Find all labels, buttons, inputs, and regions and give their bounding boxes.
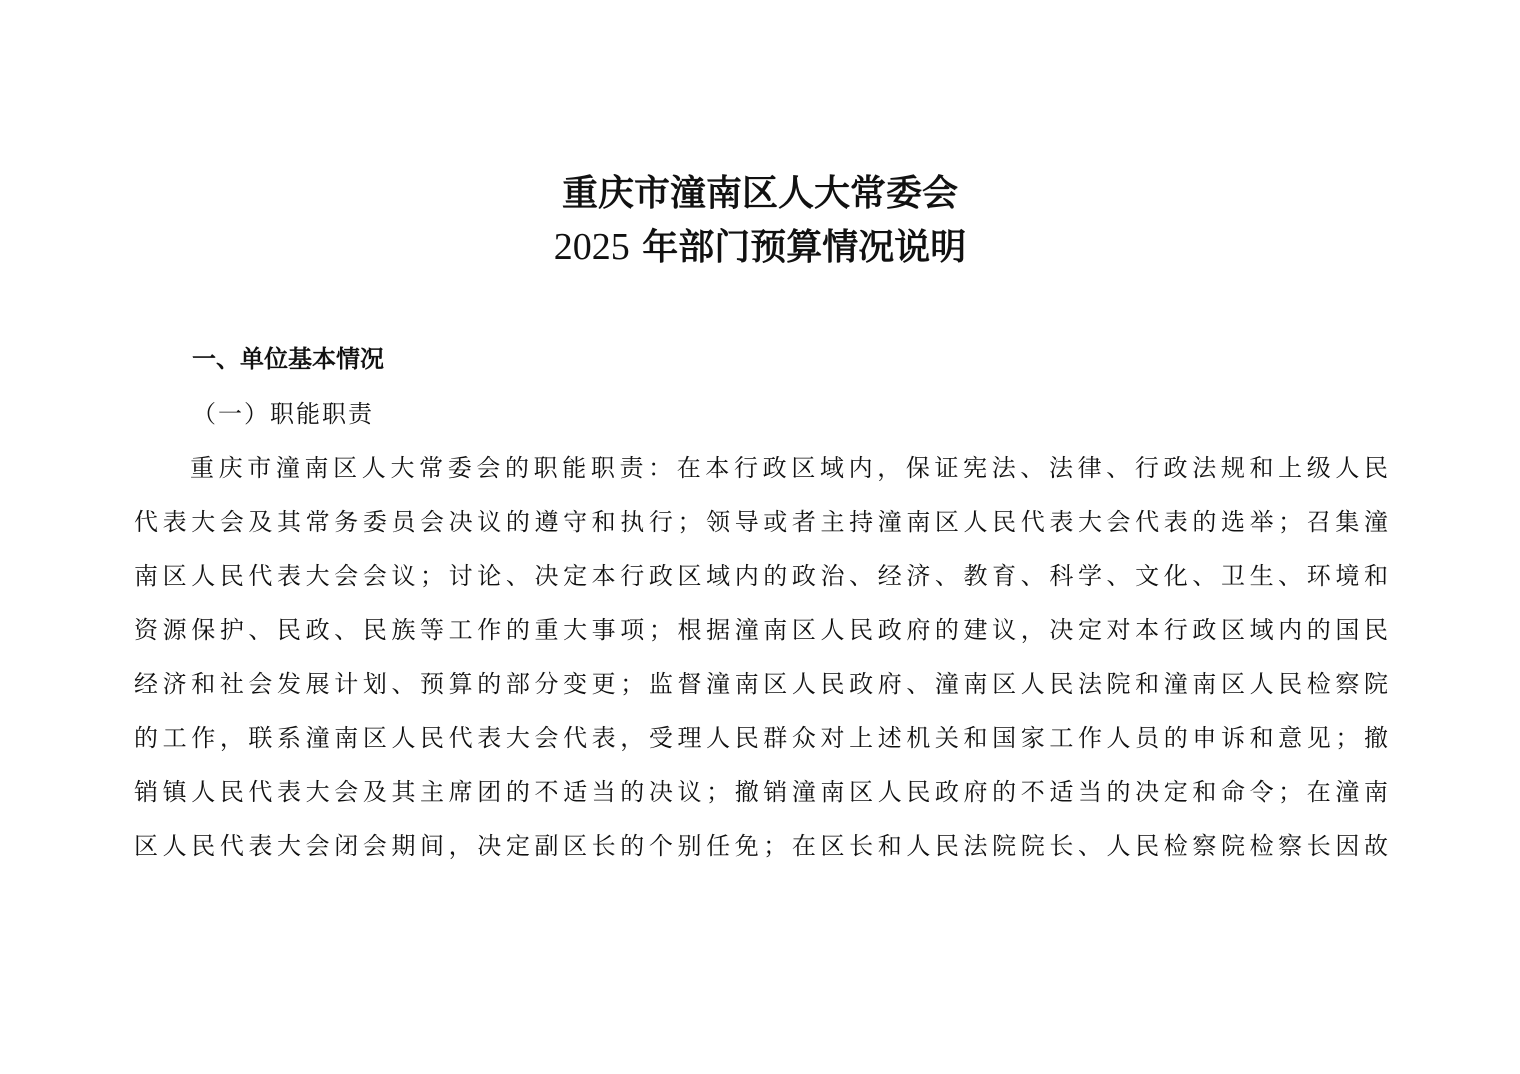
body-line: 南区人民代表大会会议；讨论、决定本行政区域内的政治、经济、教育、科学、文化、卫生、环境和 [134, 562, 1388, 590]
body-line: 重庆市潼南区人大常委会的职能职责：在本行政区域内，保证宪法、法律、行政法规和上级人民 [190, 454, 1388, 482]
title-year: 2025 [553, 226, 630, 268]
body-paragraph [134, 449, 1388, 881]
subsection-heading: （一）职能职责 [192, 400, 374, 428]
document-title-line-1: 重庆市潼南区人大常委会 [561, 172, 958, 214]
title-line-2-text: 年部门预算情况说明 [629, 226, 967, 268]
body-line: 经济和社会发展计划、预算的部分变更；监督潼南区人民政府、潼南区人民法院和潼南区人民检察院 [134, 670, 1388, 698]
body-line: 资源保护、民政、民族等工作的重大事项；根据潼南区人民政府的建议，决定对本行政区域内的国民 [134, 616, 1388, 644]
section-heading: 一、单位基本情况 [192, 345, 384, 373]
body-line: 区人民代表大会闭会期间，决定副区长的个别任免；在区长和人民法院院长、人民检察院检察长因故 [134, 832, 1388, 860]
body-line: 的工作，联系潼南区人民代表大会代表，受理人民群众对上述机关和国家工作人员的申诉和意见；撤 [134, 724, 1388, 752]
document-title-line-2 [0, 224, 1520, 270]
body-line: 代表大会及其常务委员会决议的遵守和执行；领导或者主持潼南区人民代表大会代表的选举；召集潼 [134, 508, 1388, 536]
body-line: 销镇人民代表大会及其主席团的不适当的决议；撤销潼南区人民政府的不适当的决定和命令；在潼南 [134, 778, 1388, 806]
